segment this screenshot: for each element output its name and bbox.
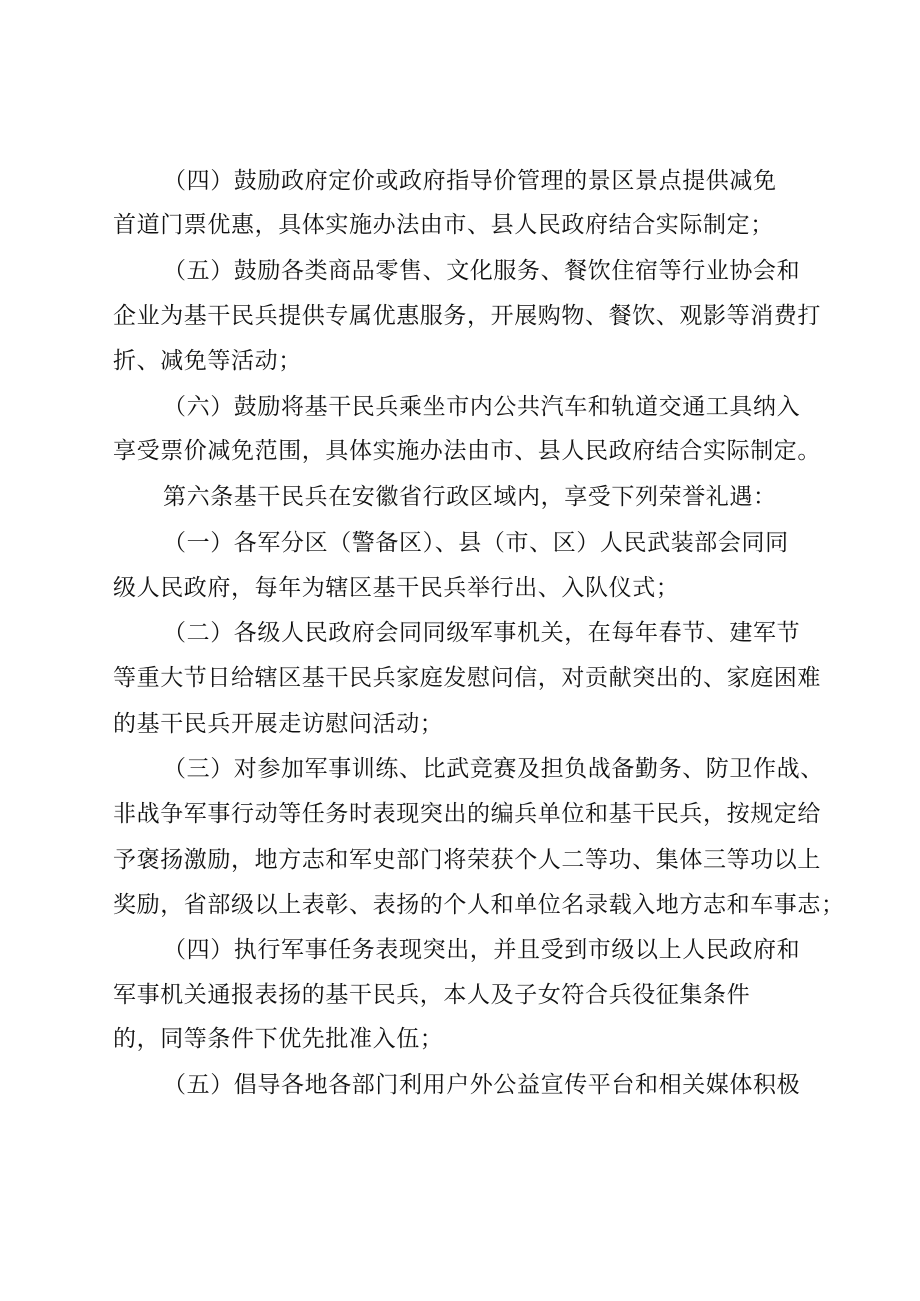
paragraph-line: 非战争军事行动等任务时表现突出的编兵单位和基干民兵，按规定给	[113, 801, 821, 827]
paragraph-line: 企业为基干民兵提供专属优惠服务，开展购物、餐饮、观影等消费打	[113, 303, 821, 329]
paragraph-line: 等重大节日给辖区基干民兵家庭发慰问信，对贡献突出的、家庭困难	[113, 665, 821, 691]
paragraph-line: （一）各军分区（警备区）、县（市、区）人民武装部会同同	[163, 530, 789, 556]
paragraph-line: （五）鼓励各类商品零售、文化服务、餐饮住宿等行业协会和	[163, 258, 801, 284]
paragraph-line: 的，同等条件下优先批准入伍；	[113, 1026, 444, 1052]
paragraph-line: （五）倡导各地各部门利用户外公益宣传平台和相关媒体积极	[163, 1072, 801, 1098]
paragraph-line: 级人民政府，每年为辖区基干民兵举行出、入队仪式；	[113, 575, 680, 601]
paragraph-line: 首道门票优惠，具体实施办法由市、县人民政府结合实际制定；	[113, 212, 774, 238]
article-heading-line: 第六条基干民兵在安徽省行政区域内，享受下列荣誉礼遇：	[163, 484, 777, 510]
paragraph-line: （六）鼓励将基干民兵乘坐市内公共汽车和轨道交通工具纳入	[163, 394, 801, 420]
paragraph-line: 奖励，省部级以上表彰、表扬的个人和单位名录载入地方志和车事志；	[113, 892, 845, 918]
paragraph-line: （二）各级人民政府会同同级军事机关，在每年春节、建军节	[163, 620, 801, 646]
paragraph-line: 享受票价减免范围，具体实施办法由市、县人民政府结合实际制定。	[113, 438, 821, 464]
paragraph-line: 予褒扬激励，地方志和军史部门将荣获个人二等功、集体三等功以上	[113, 847, 821, 873]
paragraph-line: （四）鼓励政府定价或政府指导价管理的景区景点提供减免	[163, 168, 777, 194]
paragraph-line: 军事机关通报表扬的基干民兵，本人及子女符合兵役征集条件	[113, 982, 751, 1008]
paragraph-line: 折、减免等活动；	[113, 348, 302, 374]
paragraph-line: （三）对参加军事训练、比武竞赛及担负战备勤务、防卫作战、	[163, 756, 824, 782]
paragraph-line: 的基干民兵开展走访慰问活动；	[113, 711, 444, 737]
paragraph-line: （四）执行军事任务表现突出，并且受到市级以上人民政府和	[163, 937, 801, 963]
